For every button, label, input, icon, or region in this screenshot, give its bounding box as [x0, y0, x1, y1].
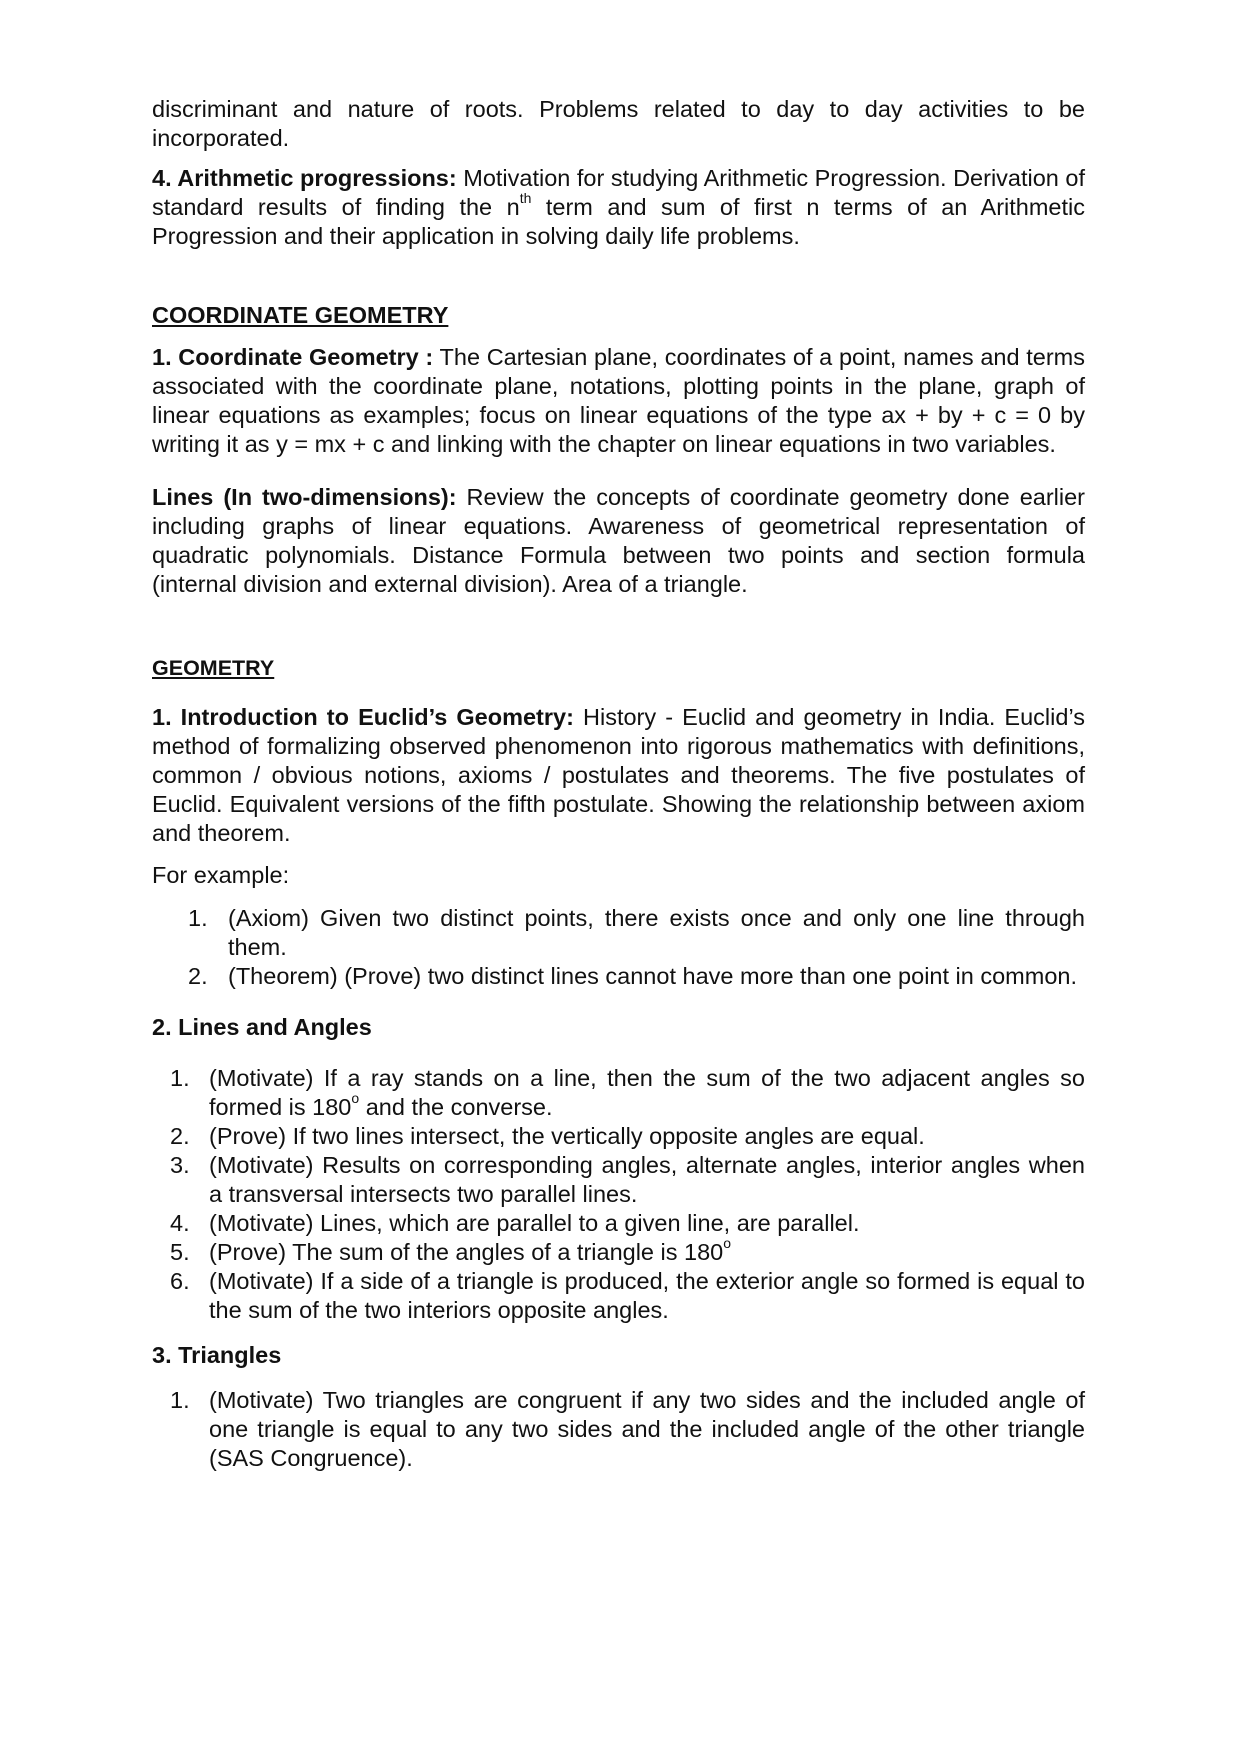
coordinate-geometry-heading: COORDINATE GEOMETRY — [152, 302, 449, 328]
list-item-text — [209, 1209, 1085, 1238]
triangles-list — [152, 1386, 1085, 1473]
degree-superscript: o — [351, 1090, 360, 1107]
coordinate-geometry-title: 1. Coordinate Geometry : — [152, 344, 434, 370]
coordinate-geometry-text: The Cartesian plane, coordinates of a point, names and terms associated with the coordinate plane, notations, plotting points in the plane, graph of linear equations as examples; focus on linear equations of the type ax + by + c = 0 by writing it as y = mx + c and linking with the chapter on linear equations in two variables. — [152, 344, 1086, 457]
list-item-text: (Theorem) (Prove) two distinct lines cannot have more than one point in common. — [228, 963, 1078, 989]
list-item-text-a: (Motivate) If a side of a triangle is produced, the exterior angle so formed is equal to the sum of the two interiors opposite angles. — [209, 1268, 1085, 1323]
arithmetic-progressions-paragraph — [152, 164, 1085, 251]
list-item — [188, 962, 1085, 991]
euclid-text: History - Euclid and geometry in India. Euclid’s method of formalizing observed phenomenon into rigorous mathematics with definitions, common / obvious notions, axioms / postulates and theorems. The five postulates of Euclid. Equivalent versions of the fifth postulate. Showing the relationship between axiom and theorem. — [152, 704, 1085, 846]
list-item — [170, 1209, 1085, 1238]
list-item-number: 5. — [170, 1239, 190, 1265]
list-item-text-a: (Prove) The sum of the angles of a triangle is 180 — [209, 1239, 724, 1265]
arithmetic-progressions-title: 4. Arithmetic progressions: — [152, 165, 457, 191]
list-item-number: 2. — [188, 963, 208, 989]
list-item-text — [209, 1122, 1085, 1151]
list-item-text: (Axiom) Given two distinct points, there exists once and only one line through them. — [228, 905, 1085, 960]
list-item-text — [209, 1235, 1085, 1267]
list-item-text — [209, 1267, 1085, 1325]
list-item — [170, 1064, 1085, 1122]
lines-two-dimensions-text: Review the concepts of coordinate geometry done earlier including graphs of linear equations. Awareness of geometrical representation of quadratic polynomials. Distance Formula between two points and section formula (internal division and external division). Area of a triangle. — [152, 484, 1085, 597]
lines-and-angles-list — [152, 1064, 1085, 1325]
list-item-text — [209, 1064, 1085, 1122]
geometry-heading: GEOMETRY — [152, 656, 275, 680]
list-item — [170, 1122, 1085, 1151]
list-item-text: (Motivate) Two triangles are congruent if any two sides and the included angle of one triangle is equal to any two sides and the included angle of the other triangle (SAS Congruence). — [209, 1387, 1085, 1471]
intro-paragraph: discriminant and nature of roots. Problems related to day to day activities to be incorporated. — [152, 96, 1085, 151]
list-item — [170, 1235, 1085, 1267]
list-item-number: 6. — [170, 1268, 190, 1294]
list-item-text-a: (Motivate) If a ray stands on a line, then the sum of the two adjacent angles so formed is 180 — [209, 1065, 1085, 1120]
list-item-number: 1. — [170, 1387, 190, 1413]
list-item-number: 1. — [170, 1065, 190, 1091]
triangles-heading: 3. Triangles — [152, 1342, 282, 1368]
list-item-text-b: and the converse. — [359, 1094, 553, 1120]
list-item-number: 1. — [188, 905, 208, 931]
for-example-label: For example: — [152, 862, 290, 888]
document-page — [152, 95, 1085, 1473]
ap-text-b: term and sum of first n terms of an Arithmetic Progression and their application in solving daily life problems. — [152, 194, 1086, 249]
list-item — [170, 1386, 1085, 1473]
ap-superscript: th — [519, 190, 532, 207]
list-item-text-a: (Prove) If two lines intersect, the vertically opposite angles are equal. — [209, 1123, 925, 1149]
list-item-text-a: (Motivate) Results on corresponding angles, alternate angles, interior angles when a transversal intersects two parallel lines. — [209, 1152, 1085, 1207]
degree-superscript: o — [723, 1235, 732, 1252]
list-item-number: 3. — [170, 1152, 190, 1178]
lines-and-angles-heading: 2. Lines and Angles — [152, 1014, 372, 1040]
list-item-text — [209, 1151, 1085, 1209]
ap-text-a: Motivation for studying Arithmetic Progression. Derivation of standard results of finding the n — [152, 165, 1086, 220]
list-item — [170, 1267, 1085, 1325]
lines-two-dimensions-paragraph — [152, 483, 1085, 599]
euclid-paragraph — [152, 703, 1085, 848]
list-item-number: 4. — [170, 1210, 190, 1236]
list-item-number: 2. — [170, 1123, 190, 1149]
euclid-title: 1. Introduction to Euclid’s Geometry: — [152, 704, 574, 730]
list-item — [170, 1151, 1085, 1209]
lines-two-dimensions-title: Lines (In two-dimensions): — [152, 484, 457, 510]
list-item — [188, 904, 1085, 962]
coordinate-geometry-paragraph — [152, 343, 1085, 459]
examples-list — [152, 904, 1085, 991]
list-item-text-a: (Motivate) Lines, which are parallel to a given line, are parallel. — [209, 1210, 860, 1236]
